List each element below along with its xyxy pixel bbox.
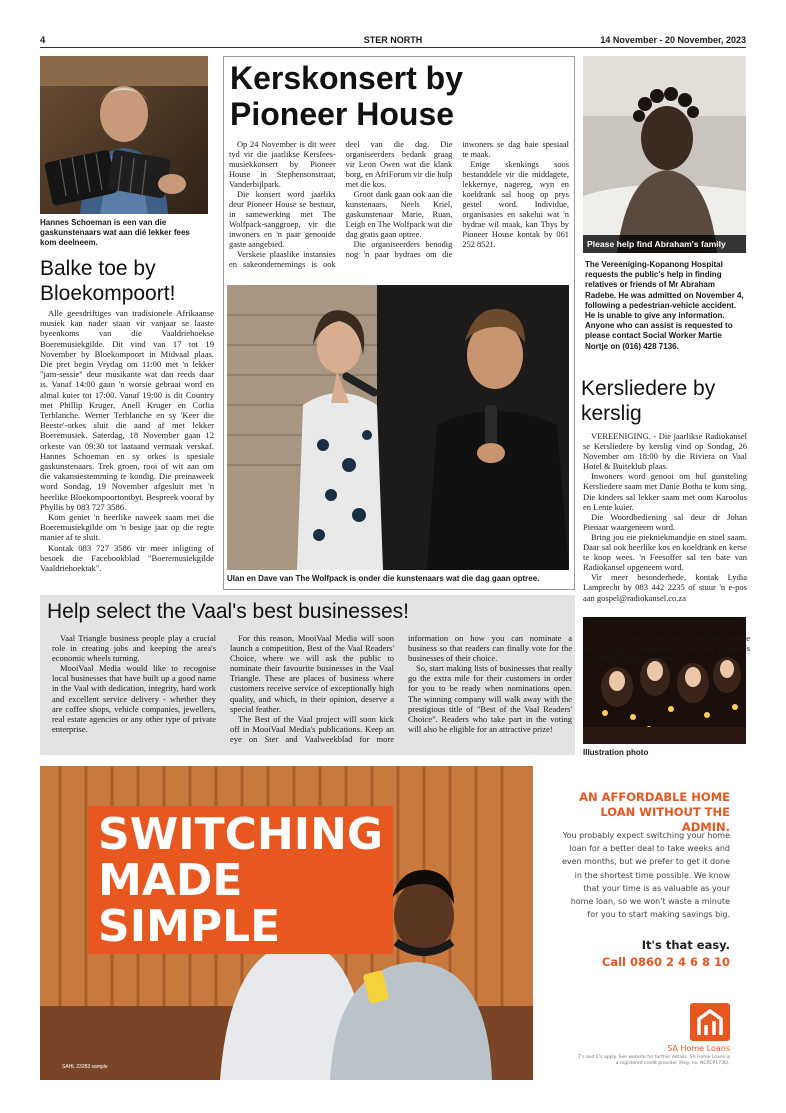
ad-hero-line: MADE: [98, 855, 243, 906]
page-number: 4: [40, 35, 46, 46]
paragraph: Enige skenkings soos bestanddele vir die middagete, lekkernye, nagereg, wyn en koeldrank sal hoog op prys gestel word. Individue, organisasies en sakelui wat 'n bydrae wil maak, kan Thys by Pioneer House kontak by 061 252 8521.: [462, 160, 569, 249]
paragraph: Alle geesdriftiges van tradisionele Afrikaanse musiek kan nader staan vir vanjaar se laaste byeenkoms van die Vaaldriehoekse Boeremusiekgilde. Dit vind van 17 tot 19 November by Bloekompoort in Midvaal plaas. Die pret begin Vrydag om 11:00 met 'n lekker "jam-sessie" deur musikante wat dan reeds daar is. Vanaf 14:00 gaan 'n worsie gebraai word en almal kuier tot 17:00. Vanaf 19:00 is dit Country met Phillip Kruger, Anell Kruger en Corlia Terblanche. Werner Terblanche en sy 'Keer die Beeste'-orkes sluit die aand af met lekker Boeremusiek. Saterdag, 18 November gaan 12 orkeste van 09:30 tot laataand vermaak verskaf. Hannes Schoeman en sy orkes is spesiale gaskunstenaars. Trek groen, rooi of wit aan om die vakansiestemming te kondig. Die preinaweek word Sondag, 19 November afgesluit met 'n heerlike Bloekompoortontbyt. Bespreek vooraf by Phyllis by 083 727 3586.: [40, 308, 214, 512]
paragraph: The Best of the Vaal project will soon kick off in MooiVaal Media's publications. Keep an eye on Ster and Vaalweekblad for more information on how you can nominate a business so that readers can finally vote for the businesses of their choice.: [230, 633, 572, 744]
paragraph: Die konsert word jaarliks deur Pioneer House se bestuur, in samewerking met The Wolfpack-sanggroep, vir die inwoners en 'n paar genooide gaste aangebied.: [229, 190, 336, 249]
kersliedere-headline: Kersliedere by kerslig: [581, 377, 716, 425]
paragraph: Bring jou eie piekniekmandjie en stoel saam. Daar sal ook heerlike kos en koeldrank en kerse te koop wees. 'n Feesoffer sal ten bate van Radiokansel opgeneem word.: [583, 531, 747, 573]
ad-body-text: You probably expect switching your home loan for a better deal to take weeks and even months, but we prefer to get it done in the shortest time possible. We know that your time is as valuable as your home loan, so we won't waste a minute for you to start making savings big.: [561, 831, 730, 920]
paragraph: Inwoners word genooi om hul gunsteling Kersliedere saam met Danie Botha te kom sing. Die kinders sal lekker saam met oom Karoolus en Lente kuier.: [583, 471, 747, 512]
balke-toe-body: [40, 308, 214, 573]
abraham-photo-banner: Please help find Abraham's family: [583, 235, 746, 253]
paragraph: Kontak 083 727 3586 vir meer inligting of besoek die Facebookblad "Boeremusiekgilde Vaaldriehoektak".: [40, 542, 214, 574]
paragraph: Vaal Triangle business people play a crucial role in creating jobs and keeping the area's economic wheels turning.: [52, 633, 216, 664]
ad-call-number: Call 0860 2 4 6 8 10: [601, 955, 730, 969]
hannes-photo-caption: Hannes Schoeman is een van die gaskunstenaars wat aan dié lekker fees kom deelneem.: [40, 218, 190, 247]
ad-hero-line: SIMPLE: [98, 901, 281, 952]
hannes-photo: [40, 56, 208, 214]
header-rule: [40, 47, 746, 48]
paragraph: Verskeie plaaslike instansies en sakeondernemings is ook deel van die dag. Die organiseerders bedank graag vir Leon Owen wat die klank borg, en AfriForum vir die hulp met die kos.: [229, 140, 453, 269]
paragraph: VEREENIGING. - Die jaarlikse Radiokansel se Kersliedere by kerslig vind op Sondag, 26 November om 18:00 by die Riviera on Vaal Hotel & Buiteklub plaas.: [583, 431, 747, 472]
paragraph: Vir meer besonderhede, kontak Lydia Lamprecht by 083 442 2235 of stuur 'n e-pos aan gospel@radiokansel.co.za: [583, 572, 747, 603]
help-select-headline: Help select the Vaal's best businesses!: [47, 600, 409, 623]
choir-photo-caption: Illustration photo: [583, 748, 649, 757]
paragraph: Groot dank gaan ook aan die kunstenaars, Neels Kriel, gaskunstenaar Marie, Ruan, Leigh en The Wolfpack wat die dag gratis gaan optree.: [345, 190, 453, 239]
sa-home-loans-logo: [690, 1003, 730, 1041]
abraham-appeal-text: The Vereeniging-Kopanong Hospital requests the public's help in finding relatives or friends of Mr Abraham Radebe. He was admitted on November 4, following a pedestrian-vehicle accident. He is unable to give any information. Anyone who can assist is requested to please contact Social Worker Martie Nortje on (016) 428 7136.: [585, 260, 744, 351]
paragraph: Die organiseerders benodig nog 'n paar bydraes om die inwoners se dag baie spesiaal te maak.: [345, 140, 569, 259]
paragraph: For this reason, MooiVaal Media will soon launch a competition, Best of the Vaal Readers' Choice, where we will ask the public to nominate their favourite businesses in the Vaal Triangle. These are places of business where customers receive service of exceptionally high quality, and which, in their opinion, deserve a special feather.: [230, 633, 394, 714]
paragraph: Local is nice: Come and join this positive drive to give recognition to the Vaal Triangle's excellent business people!: [586, 633, 750, 664]
pioneer-body: [229, 140, 569, 276]
issue-date: 14 November - 20 November, 2023: [600, 35, 746, 45]
patient-illustration: [583, 56, 746, 253]
wolfpack-singers-photo: [227, 285, 569, 570]
ad-brand-name: SA Home Loans: [667, 1044, 730, 1053]
ad-ref-code: SAHL 23283 sample: [62, 1064, 108, 1070]
accordion-player-illustration: [40, 56, 208, 214]
ad-headline-line: LOAN WITHOUT THE ADMIN.: [600, 805, 730, 834]
singers-illustration: [227, 285, 569, 570]
house-logo-icon: [690, 1003, 730, 1041]
paragraph: MooiVaal Media would like to recognise local businesses that have built up a good name in the Vaal with dedication, integrity, hard work and excellent service delivery - whether they are coffee shops, vehicle companies, jewellers, real estate agencies or any other type of private enterprise.: [52, 663, 216, 734]
abraham-photo: [583, 56, 746, 253]
sa-home-loans-advert-photo: [40, 766, 533, 1080]
ad-tagline: It's that easy.: [641, 938, 730, 952]
ad-headline-line: AN AFFORDABLE HOME: [579, 790, 730, 804]
paragraph: So, start making lists of businesses that really go the extra mile for their customers in order for you to be ready when nominations open. The winning company will walk away with the prestigious title of "Best of the Vaal Readers' Choice". Readers who take part in the voting will also be eligible for an attractive prize!: [408, 663, 572, 734]
paragraph: Op 24 November is dit weer tyd vir die jaarlikse Kersfees-musiekkonsert by Pioneer House in Stephensonstraat, Vanderbijlpark.: [229, 140, 336, 189]
paragraph: Die Woordbediening sal deur dr Johan Pienaar waargeneem word.: [583, 511, 747, 532]
wolfpack-photo-caption: Ulan en Dave van The Wolfpack is onder die kunstenaars wat die dag gaan optree.: [227, 574, 540, 583]
ad-hero-text: [88, 806, 393, 954]
ad-fine-print: T's and C's apply. See website for further details. SA Home Loans is a registered credit provider (Reg. no. NCRCP1736).: [578, 1055, 730, 1066]
kersliedere-body: [583, 431, 747, 603]
help-select-body: [52, 633, 750, 751]
pioneer-headline: Kerskonsert by Pioneer House: [230, 60, 463, 132]
publication-name: STER NORTH: [363, 35, 423, 45]
ad-hero-line: SWITCHING: [98, 809, 384, 860]
paragraph: Kom geniet 'n heerlike naweek saam met die Boeremusiekgilde om 'n besige jaar op die regte manier af te sluit.: [40, 512, 214, 543]
balke-toe-headline: Balke toe by Bloekompoort!: [40, 257, 176, 305]
